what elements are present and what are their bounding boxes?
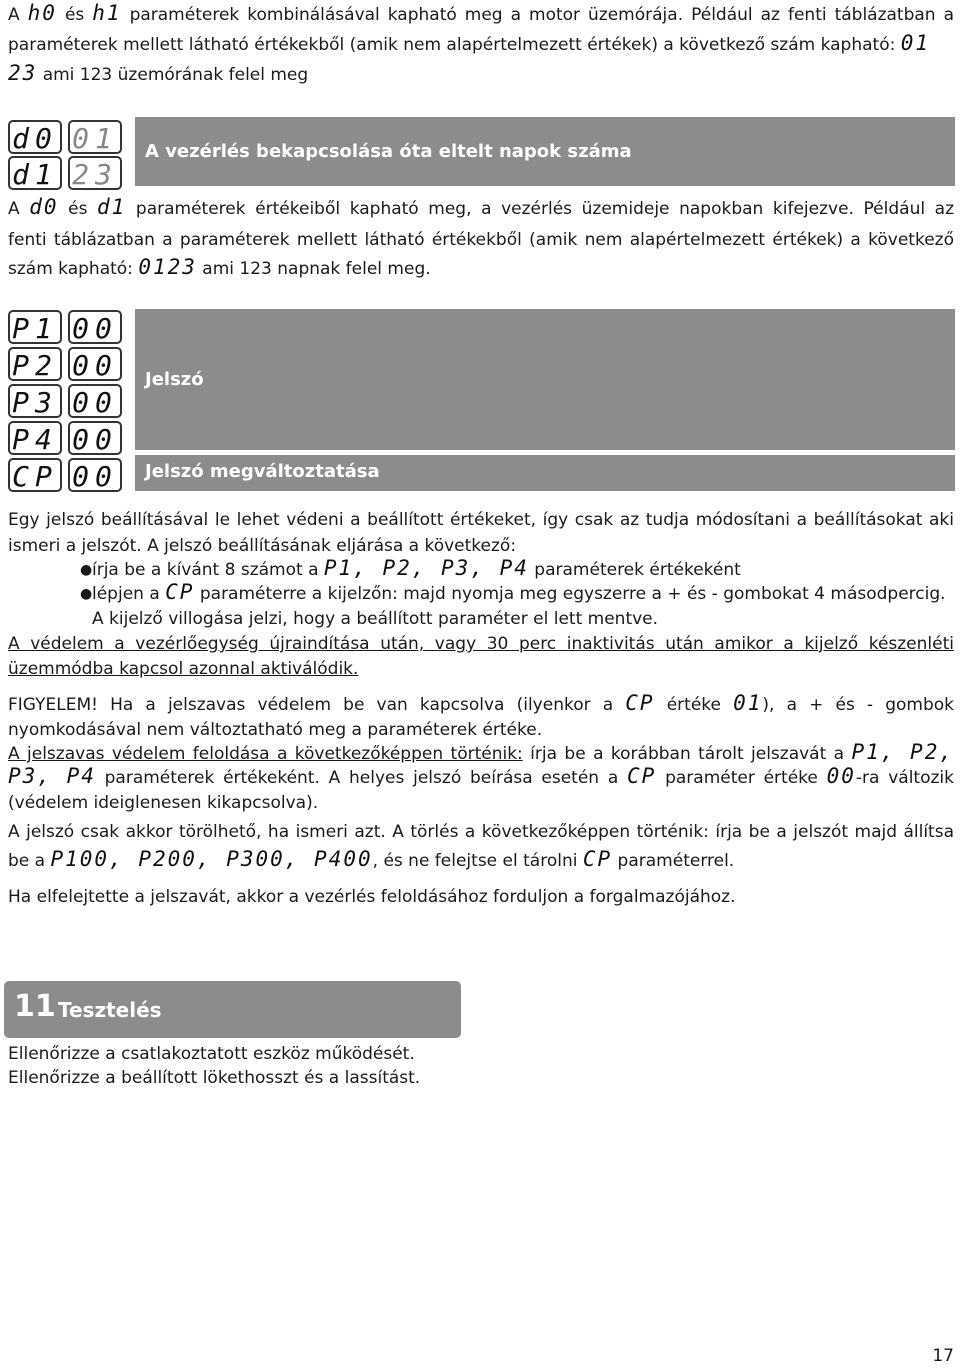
lcd-value-p3: 00	[68, 384, 122, 418]
lcd-value-d0: 01	[68, 120, 122, 154]
seg-01: 01	[900, 31, 931, 55]
warning-line-1: FIGYELEM! Ha a jelszavas védelem be van kapcsolva (ilyenkor a CP értéke 01), a + és - gombok	[8, 691, 954, 715]
test-line-2: Ellenőrizze a beállított lökethosszt és a lassítást.	[8, 1068, 421, 1088]
para3-underline-2: üzemmódba kapcsol azonnal aktiválódik.	[8, 659, 359, 679]
section-number: 11	[14, 989, 56, 1024]
para3-line-2: ismeri a jelszót. A jelszó beállításának eljárása a következő:	[8, 536, 517, 556]
seg-cp: CP	[627, 764, 657, 788]
lcd-param-p4: P4	[8, 421, 62, 455]
warning-line-2: nyomkodásával nem változtatható meg a paraméterek értéke.	[8, 720, 543, 740]
lcd-param-cp: CP	[8, 458, 62, 492]
seg-01: 01	[733, 691, 763, 715]
lcd-param-d1: d1	[8, 156, 62, 190]
unlock-line-3: (védelem ideiglenesen kikapcsolva).	[8, 793, 319, 813]
seg-00: 00	[826, 764, 856, 788]
seg-cp: CP	[582, 847, 613, 871]
seg-h1: h1	[92, 1, 122, 25]
section-header-testing	[4, 981, 461, 1038]
lcd-param-p1: P1	[8, 310, 62, 344]
lcd-value-d1: 23	[68, 156, 122, 190]
days-label: A vezérlés bekapcsolása óta eltelt napok száma	[145, 141, 632, 162]
para3-line-1: Egy jelszó beállításával le lehet védeni a beállított értékeket, így csak az tudja módosítani a beállításokat aki	[8, 510, 954, 530]
password-change-label: Jelszó megváltoztatása	[145, 461, 380, 482]
page-number: 17	[932, 1346, 954, 1366]
seg-h0: h0	[27, 1, 57, 25]
para3-bullet-2: lépjen a CP paraméterre a kijelzőn: majd nyomja meg egyszerre a + és - gombokat 4 másodpercig.	[92, 580, 946, 604]
delete-line-2: be a P100, P200, P300, P400, és ne felejtse el tárolni CP paraméterrel.	[8, 847, 735, 871]
seg-p1-p2: P1, P2,	[851, 740, 954, 764]
lcd-value-p1: 00	[68, 310, 122, 344]
para3-underline-1: A védelem a vezérlőegység újraindítása után, vagy 30 perc inaktivitás után amikor a kijelző készenléti	[8, 634, 954, 654]
seg-reset-values: P100, P200, P300, P400	[50, 847, 373, 871]
forgot-line: Ha elfelejtette a jelszavát, akkor a vezérlés feloldásához forduljon a forgalmazójához.	[8, 887, 736, 907]
para2-line-2: fenti táblázatban a paraméterek mellett látható értékekből (amik nem alapértelmezett értékek) a következő	[8, 230, 954, 250]
para3-bullet-2-cont: A kijelző villogása jelzi, hogy a beállított paraméter el lett mentve.	[92, 609, 659, 629]
lcd-value-p2: 00	[68, 347, 122, 381]
test-line-1: Ellenőrizze a csatlakoztatott eszköz működését.	[8, 1044, 415, 1064]
bullet-dot: ●	[80, 586, 93, 602]
seg-cp: CP	[625, 691, 655, 715]
password-label-bar	[135, 309, 955, 450]
seg-0123: 0123	[138, 255, 197, 279]
seg-cp: CP	[165, 580, 195, 604]
para2-line-1: A d0 és d1 paraméterek értékeiből kapható meg, a vezérlés üzemideje napokban kifejezve. Például az	[8, 195, 954, 219]
lcd-value-cp: 00	[68, 458, 122, 492]
para3-bullet-1: írja be a kívánt 8 számot a P1, P2, P3, P4 paraméterek értékeként	[92, 556, 741, 580]
seg-23: 23	[8, 61, 38, 85]
seg-p3-p4: P3, P4	[8, 764, 96, 788]
section-title: Tesztelés	[58, 998, 162, 1022]
unlock-line-1: A jelszavas védelem feloldása a következőképpen történik: írja be a korábban tárolt jelszavát a P1, P2,	[8, 740, 954, 764]
lcd-value-p4: 00	[68, 421, 122, 455]
para2-line-3: szám kapható: 0123 ami 123 napnak felel meg.	[8, 255, 431, 279]
intro-line-3: 23 ami 123 üzemórának felel meg	[8, 61, 309, 85]
lcd-param-p2: P2	[8, 347, 62, 381]
seg-d0: d0	[29, 195, 59, 219]
unlock-line-2: P3, P4 paraméterek értékeként. A helyes jelszó beírása esetén a CP paraméter értéke 00-ra változik	[8, 764, 954, 788]
intro-line-2: paraméterek mellett látható értékekből (amik nem alapértelmezett értékek) a következő szám kapható: 01	[8, 31, 931, 55]
seg-d1: d1	[97, 195, 127, 219]
bullet-dot: ●	[80, 562, 93, 578]
password-label: Jelszó	[145, 369, 204, 390]
password-change-bar	[135, 455, 955, 491]
lcd-param-d0: d0	[8, 120, 62, 154]
lcd-param-p3: P3	[8, 384, 62, 418]
delete-line-1: A jelszó csak akkor törölhető, ha ismeri azt. A törlés a következőképpen történik: írja be a jelszót majd állítsa	[8, 822, 954, 842]
days-label-bar	[135, 117, 955, 186]
intro-line-1: A h0 és h1 paraméterek kombinálásával kapható meg a motor üzemórája. Például az fenti táblázatban a	[8, 1, 954, 25]
seg-p1-p4: P1, P2, P3, P4	[323, 556, 529, 580]
